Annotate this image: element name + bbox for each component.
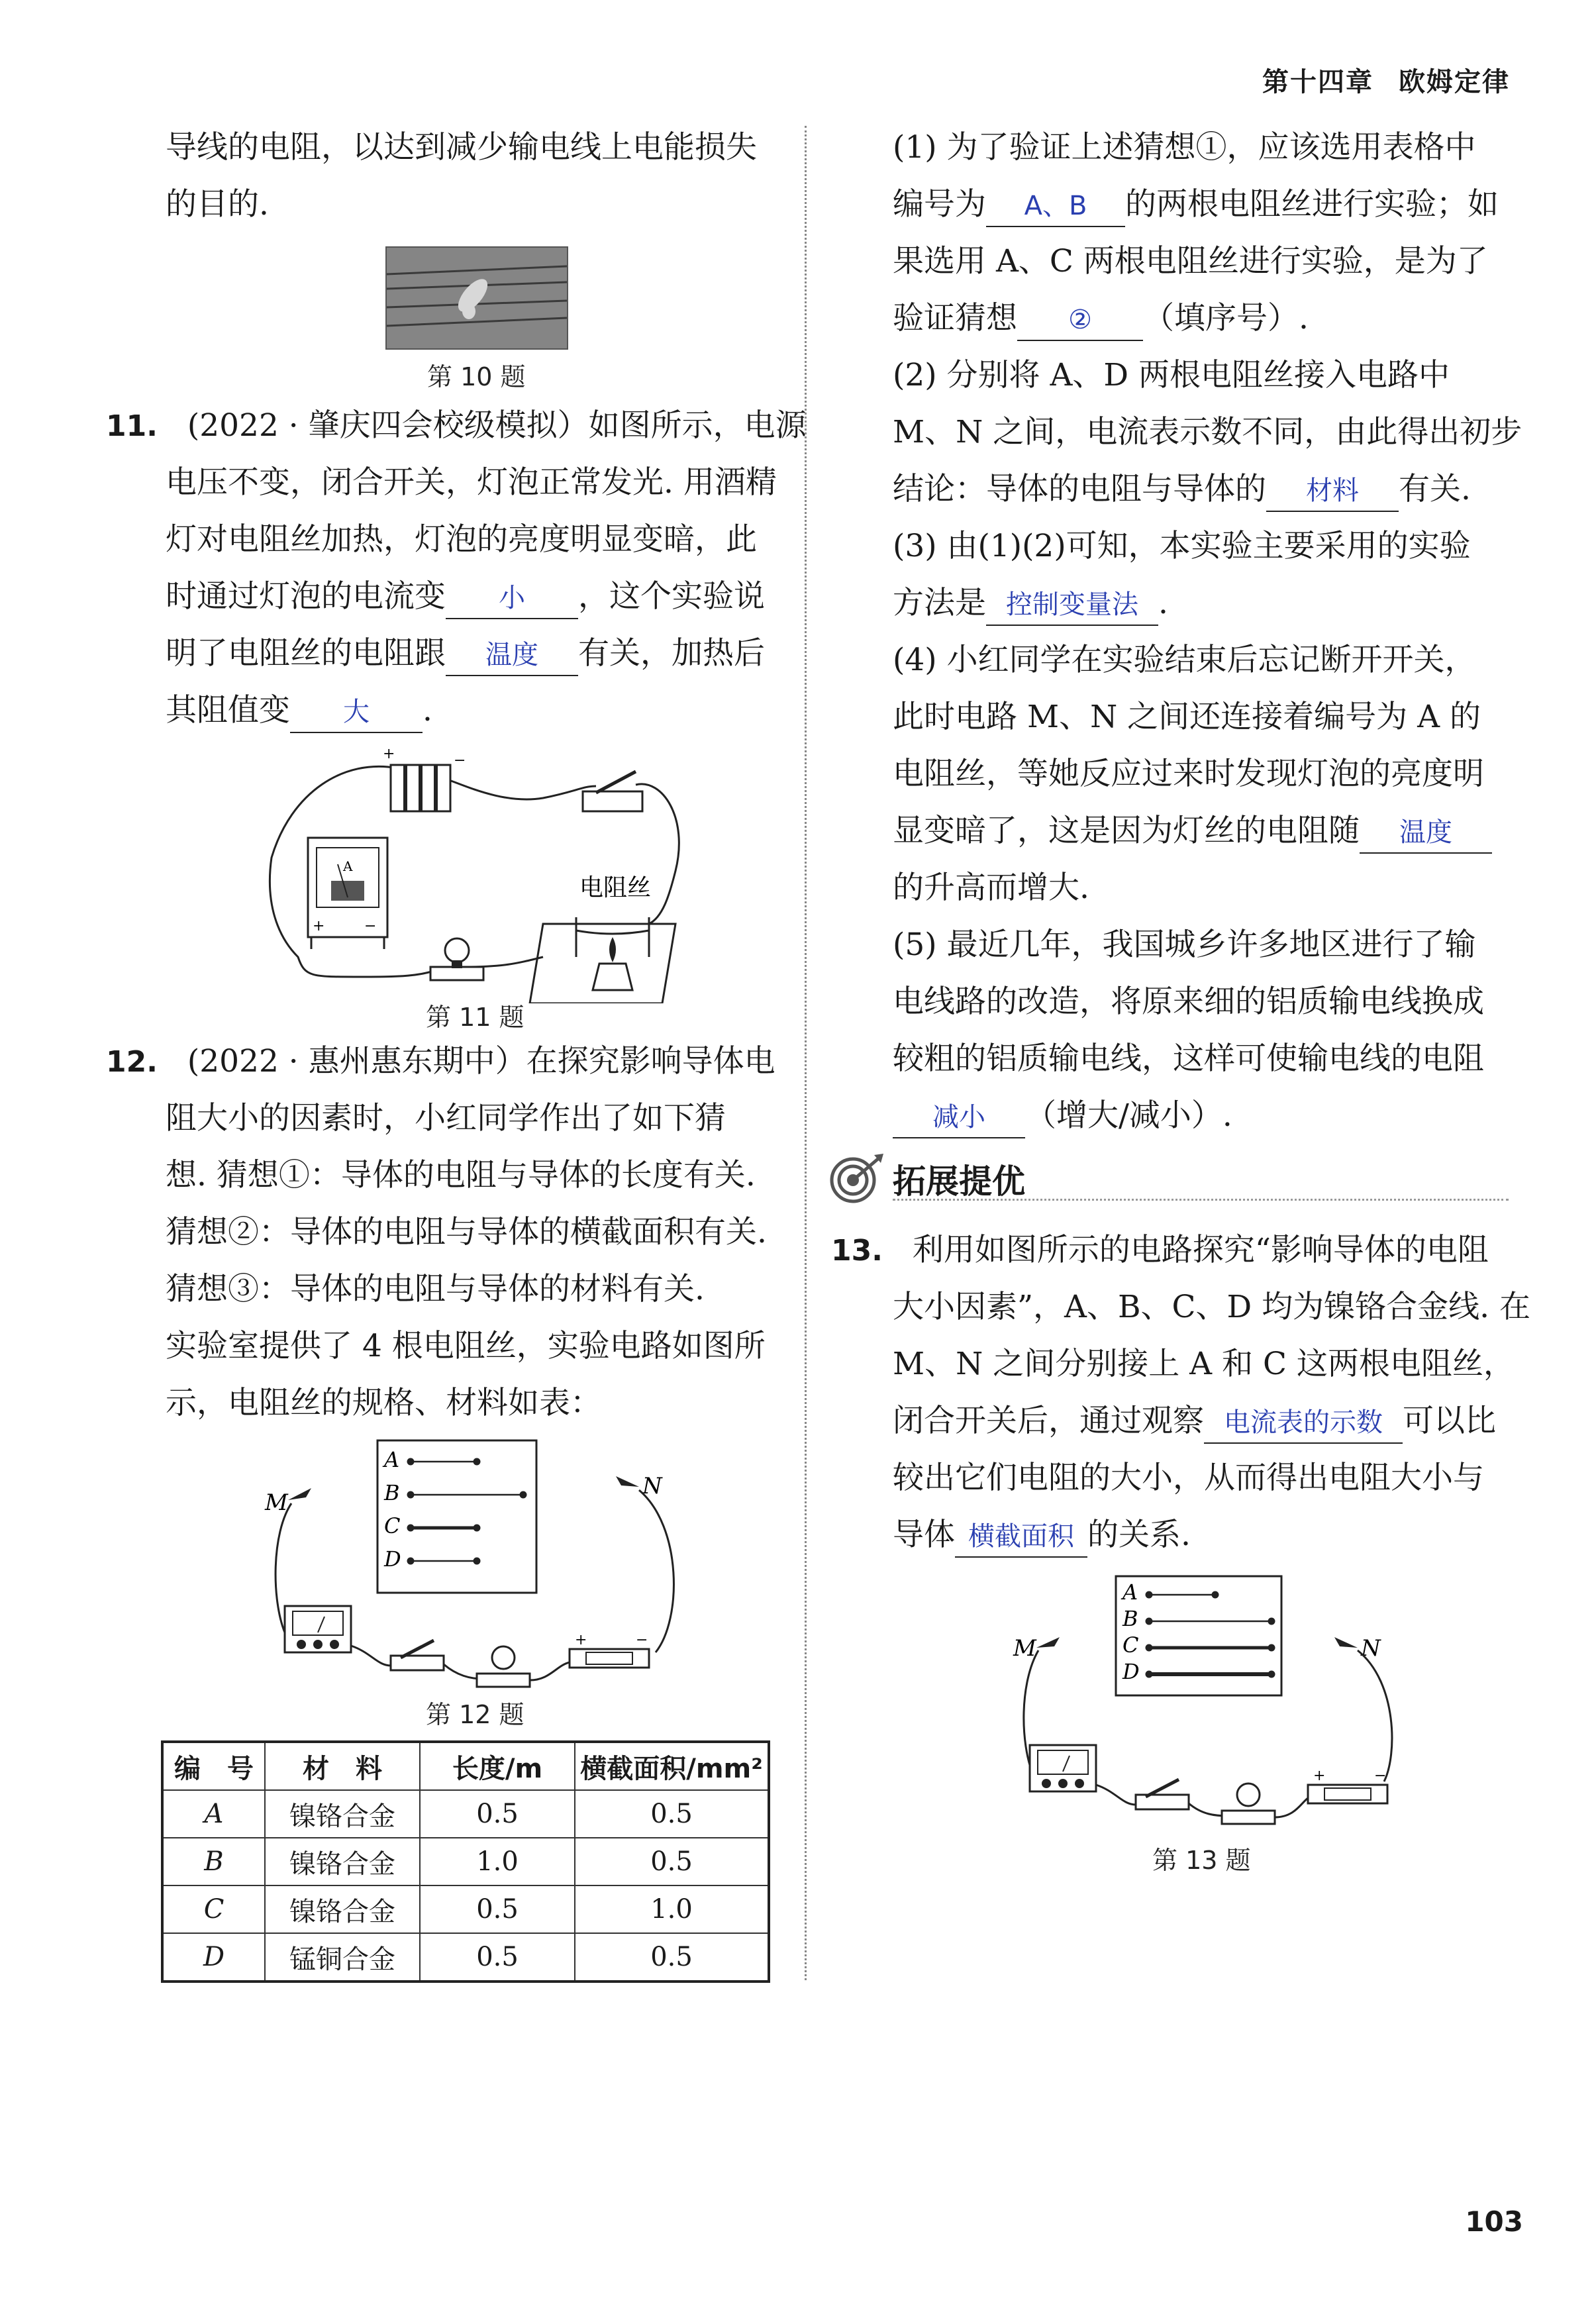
table-cell: 镍铬合金 bbox=[265, 1885, 420, 1933]
p4-line-5: 的升高而增大. bbox=[893, 870, 1089, 906]
table-cell: 0.5 bbox=[420, 1933, 575, 1982]
p4-line-2: 此时电路 M、N 之间还连接着编号为 A 的 bbox=[893, 699, 1481, 735]
svg-text:+: + bbox=[575, 1632, 587, 1648]
figure-10-photo bbox=[385, 246, 568, 350]
clip-n-icon bbox=[1334, 1637, 1358, 1648]
chapter-title: 欧姆定律 bbox=[1399, 67, 1510, 97]
table-cell: D bbox=[162, 1933, 265, 1982]
intro-line-2: 的目的. bbox=[166, 186, 269, 223]
terminal-n: N bbox=[642, 1473, 662, 1499]
wire-label-a: A bbox=[1122, 1580, 1138, 1605]
table-header: 编 号 bbox=[162, 1742, 265, 1790]
clip-n-icon bbox=[616, 1476, 639, 1487]
p2-line-1: (2) 分别将 A、D 两根电阻丝接入电路中 bbox=[893, 357, 1450, 393]
p5-line-1: (5) 最近几年，我国城乡许多地区进行了输 bbox=[893, 927, 1476, 963]
q13-line-4a: 闭合开关后，通过观察 bbox=[893, 1403, 1204, 1439]
svg-text:−: − bbox=[1374, 1768, 1387, 1784]
wire-label-d: D bbox=[384, 1546, 401, 1572]
p2-answer: 材料 bbox=[1266, 471, 1399, 512]
q12-line-5: 猜想③：导体的电阻与导体的材料有关. bbox=[166, 1271, 705, 1307]
terminal-m: M bbox=[265, 1489, 288, 1516]
table-cell: 0.5 bbox=[575, 1790, 769, 1838]
q11-answer-3: 大 bbox=[290, 692, 423, 733]
q12-line-3: 想. 猜想①：导体的电阻与导体的长度有关. bbox=[166, 1157, 756, 1193]
p3-line-2a: 方法是 bbox=[893, 585, 986, 621]
target-icon bbox=[826, 1152, 886, 1205]
section-title: 拓展提优 bbox=[893, 1162, 1025, 1201]
resistance-wire-label: 电阻丝 bbox=[579, 874, 652, 901]
p4-line-1: (4) 小红同学在实验结束后忘记断开开关， bbox=[893, 642, 1476, 678]
p4-answer: 温度 bbox=[1360, 813, 1492, 854]
p2-line-3b: 有关. bbox=[1399, 471, 1471, 507]
ammeter-icon bbox=[308, 838, 387, 949]
page-number: 103 bbox=[1465, 2205, 1523, 2238]
q11-line-6a: 其阻值变 bbox=[166, 692, 290, 728]
table-cell: B bbox=[162, 1838, 265, 1885]
q11-answer-1: 小 bbox=[446, 578, 578, 619]
figure-12-caption: 第 12 题 bbox=[426, 1700, 524, 1729]
svg-text:−: − bbox=[636, 1632, 648, 1648]
table-cell: 0.5 bbox=[575, 1838, 769, 1885]
chapter-header bbox=[1262, 61, 1510, 99]
battery-icon bbox=[1308, 1768, 1387, 1803]
figure-11-circuit bbox=[265, 738, 689, 1003]
figure-13-caption: 第 13 题 bbox=[1152, 1846, 1251, 1875]
switch-icon bbox=[583, 772, 642, 811]
table-cell: 1.0 bbox=[420, 1838, 575, 1885]
chapter-number: 第十四章 bbox=[1262, 67, 1373, 97]
p3-answer: 控制变量法 bbox=[986, 585, 1158, 626]
q13-answer-2: 横截面积 bbox=[955, 1517, 1087, 1558]
q12-number: 12. bbox=[106, 1045, 158, 1079]
q12-line-6: 实验室提供了 4 根电阻丝，实验电路如图所 bbox=[166, 1328, 766, 1364]
p1-line-2b: 的两根电阻丝进行实验；如 bbox=[1125, 186, 1499, 223]
clip-m-icon bbox=[1036, 1637, 1060, 1648]
figure-12-circuit bbox=[258, 1434, 695, 1699]
alcohol-lamp-icon bbox=[530, 917, 675, 1003]
q13-line-2: 大小因素”，A、B、C、D 均为镍铬合金线. 在 bbox=[893, 1289, 1530, 1325]
p3-line-2b: . bbox=[1158, 585, 1168, 621]
table-header: 材 料 bbox=[265, 1742, 420, 1790]
resistance-wire-table bbox=[161, 1740, 770, 1983]
q11-line-5b: 有关，加热后 bbox=[578, 635, 765, 672]
q12-line-4: 猜想②：导体的电阻与导体的横截面积有关. bbox=[166, 1214, 767, 1250]
table-cell: 镍铬合金 bbox=[265, 1838, 420, 1885]
p1-line-1: (1) 为了验证上述猜想①，应该选用表格中 bbox=[893, 129, 1476, 166]
table-cell: 镍铬合金 bbox=[265, 1790, 420, 1838]
p4-line-4a: 显变暗了，这是因为灯丝的电阻随 bbox=[893, 813, 1360, 849]
table-header: 长度/m bbox=[420, 1742, 575, 1790]
p1-answer-2: ② bbox=[1017, 300, 1143, 341]
p5-answer: 减小 bbox=[893, 1097, 1025, 1138]
svg-text:−: − bbox=[454, 752, 466, 769]
p5-line-3: 较粗的铝质输电线，这样可使输电线的电阻 bbox=[893, 1040, 1484, 1077]
q12-line-7: 示，电阻丝的规格、材料如表： bbox=[166, 1385, 601, 1421]
figure-10-caption: 第 10 题 bbox=[427, 362, 526, 391]
ammeter-label: A bbox=[343, 858, 353, 874]
p3-line-1: (3) 由(1)(2)可知，本实验主要采用的实验 bbox=[893, 528, 1471, 564]
wire-board bbox=[377, 1440, 536, 1593]
terminal-n: N bbox=[1361, 1635, 1381, 1662]
q11-line-5a: 明了电阻丝的电阻跟 bbox=[166, 635, 446, 672]
q13-line-3: M、N 之间分别接上 A 和 C 这两根电阻丝， bbox=[893, 1346, 1515, 1382]
wire-label-c: C bbox=[1122, 1632, 1139, 1658]
q13-number: 13. bbox=[831, 1234, 883, 1268]
p1-line-2a: 编号为 bbox=[893, 186, 986, 223]
wire-label-c: C bbox=[384, 1513, 401, 1538]
q13-line-5: 较出它们电阻的大小，从而得出电阻大小与 bbox=[893, 1460, 1484, 1496]
p1-line-3: 果选用 A、C 两根电阻丝进行实验，是为了 bbox=[893, 243, 1488, 279]
wire-label-b: B bbox=[1122, 1606, 1138, 1631]
bulb-icon bbox=[477, 1646, 530, 1687]
switch-icon bbox=[391, 1640, 444, 1670]
ammeter-icon bbox=[285, 1606, 351, 1652]
q12-line-1: (2022 · 惠州惠东期中）在探究影响导体电 bbox=[187, 1043, 775, 1080]
svg-text:+: + bbox=[383, 746, 395, 762]
svg-text:+: + bbox=[313, 918, 325, 934]
q11-line-4b: ，这个实验说 bbox=[578, 578, 765, 615]
q11-line-6b: . bbox=[423, 692, 432, 728]
bulb-icon bbox=[430, 938, 483, 980]
table-row bbox=[162, 1933, 769, 1982]
bulb-icon bbox=[1222, 1783, 1275, 1824]
q11-number: 11. bbox=[106, 409, 158, 443]
table-cell: C bbox=[162, 1885, 265, 1933]
q11-line-4a: 时通过灯泡的电流变 bbox=[166, 578, 446, 615]
p5-line-2: 电线路的改造，将原来细的铝质输电线换成 bbox=[893, 983, 1484, 1020]
p2-line-2: M、N 之间，电流表示数不同，由此得出初步 bbox=[893, 414, 1522, 450]
q13-line-6b: 的关系. bbox=[1087, 1517, 1191, 1553]
p2-line-3a: 结论：导体的电阻与导体的 bbox=[893, 471, 1266, 507]
q11-line-2: 电压不变，闭合开关，灯泡正常发光. 用酒精 bbox=[166, 464, 777, 501]
q11-line-1: (2022 · 肇庆四会校级模拟）如图所示，电源 bbox=[187, 407, 807, 444]
battery-icon bbox=[570, 1632, 649, 1668]
table-cell: A bbox=[162, 1790, 265, 1838]
switch-icon bbox=[1136, 1780, 1189, 1809]
clip-m-icon bbox=[288, 1488, 311, 1500]
battery-icon bbox=[383, 746, 466, 811]
q11-answer-2: 温度 bbox=[446, 635, 578, 676]
table-cell: 锰铜合金 bbox=[265, 1933, 420, 1982]
q13-line-4b: 可以比 bbox=[1403, 1403, 1496, 1439]
table-cell: 0.5 bbox=[575, 1933, 769, 1982]
wire-label-d: D bbox=[1122, 1659, 1140, 1684]
table-row bbox=[162, 1885, 769, 1933]
table-cell: 0.5 bbox=[420, 1790, 575, 1838]
intro-line-1: 导线的电阻，以达到减少输电线上电能损失 bbox=[166, 129, 757, 166]
p1-line-4a: 验证猜想 bbox=[893, 300, 1017, 336]
wire-label-a: A bbox=[384, 1447, 400, 1472]
p5-line-4b: （增大/减小）. bbox=[1025, 1097, 1232, 1134]
svg-text:−: − bbox=[364, 918, 377, 934]
section-rule bbox=[893, 1199, 1509, 1201]
table-header: 横截面积/mm² bbox=[575, 1742, 769, 1790]
q12-line-2: 阻大小的因素时，小红同学作出了如下猜 bbox=[166, 1100, 726, 1136]
table-cell: 1.0 bbox=[575, 1885, 769, 1933]
figure-13-circuit bbox=[1000, 1570, 1424, 1834]
p4-line-3: 电阻丝，等她反应过来时发现灯泡的亮度明 bbox=[893, 756, 1484, 792]
ammeter-icon bbox=[1030, 1745, 1096, 1791]
table-header-row bbox=[162, 1742, 769, 1790]
q11-line-3: 灯对电阻丝加热，灯泡的亮度明显变暗，此 bbox=[166, 521, 757, 558]
q13-answer-1: 电流表的示数 bbox=[1204, 1403, 1403, 1444]
section-header bbox=[826, 1152, 1509, 1205]
svg-text:+: + bbox=[1313, 1768, 1326, 1784]
table-row bbox=[162, 1838, 769, 1885]
q13-line-6a: 导体 bbox=[893, 1517, 955, 1553]
p1-answer: A、B bbox=[986, 186, 1125, 227]
q13-line-1: 利用如图所示的电路探究“影响导体的电阻 bbox=[912, 1232, 1489, 1268]
p1-line-4b: （填序号）. bbox=[1143, 300, 1309, 336]
table-cell: 0.5 bbox=[420, 1885, 575, 1933]
wire-label-b: B bbox=[384, 1480, 400, 1505]
figure-11-caption: 第 11 题 bbox=[426, 1003, 524, 1032]
terminal-m: M bbox=[1013, 1635, 1036, 1662]
table-row bbox=[162, 1790, 769, 1838]
